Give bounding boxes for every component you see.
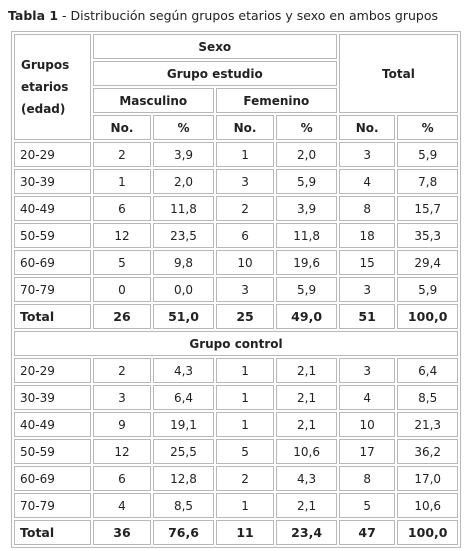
value-cell: 5,9: [276, 277, 337, 302]
value-cell: 25: [216, 304, 275, 329]
table-row: [14, 250, 458, 275]
value-cell: 1: [216, 412, 275, 437]
table-row: [14, 196, 458, 221]
value-cell: 5: [216, 439, 275, 464]
value-cell: 2,1: [276, 385, 337, 410]
value-cell: 21,3: [397, 412, 458, 437]
value-cell: 5: [93, 250, 152, 275]
row-label-cell: 70-79: [14, 277, 91, 302]
value-cell: 49,0: [276, 304, 337, 329]
row-label-cell: 30-39: [14, 385, 91, 410]
value-cell: 76,6: [153, 520, 214, 545]
value-cell: 3: [93, 385, 152, 410]
value-cell: 3: [339, 358, 396, 383]
value-cell: 10,6: [397, 493, 458, 518]
value-cell: 1: [93, 169, 152, 194]
value-cell: 11,8: [276, 223, 337, 248]
value-cell: 6,4: [397, 358, 458, 383]
table-row: [14, 493, 458, 518]
value-cell: 2: [93, 142, 152, 167]
value-cell: 5: [339, 493, 396, 518]
value-cell: 2,1: [276, 412, 337, 437]
row-label-cell: 50-59: [14, 439, 91, 464]
control-total-row: [14, 520, 458, 545]
table-row: [14, 142, 458, 167]
row-label-cell: 40-49: [14, 412, 91, 437]
value-cell: 3,9: [153, 142, 214, 167]
value-cell: 23,5: [153, 223, 214, 248]
value-cell: 2: [216, 466, 275, 491]
value-cell: 47: [339, 520, 396, 545]
value-cell: 11,8: [153, 196, 214, 221]
value-cell: 2,1: [276, 358, 337, 383]
row-label-cell: Total: [14, 520, 91, 545]
value-cell: 25,5: [153, 439, 214, 464]
value-cell: 9,8: [153, 250, 214, 275]
value-cell: 8: [339, 466, 396, 491]
table-row: [14, 412, 458, 437]
value-cell: 8,5: [153, 493, 214, 518]
value-cell: 8: [339, 196, 396, 221]
value-cell: 7,8: [397, 169, 458, 194]
value-cell: 17,0: [397, 466, 458, 491]
col-header: No.: [93, 115, 152, 140]
row-label-cell: 40-49: [14, 196, 91, 221]
value-cell: 10: [339, 412, 396, 437]
value-cell: 0: [93, 277, 152, 302]
row-label-cell: Total: [14, 304, 91, 329]
table-row: [14, 223, 458, 248]
value-cell: 4,3: [153, 358, 214, 383]
value-cell: 2: [216, 196, 275, 221]
value-cell: 100,0: [397, 520, 458, 545]
value-cell: 23,4: [276, 520, 337, 545]
value-cell: 1: [216, 385, 275, 410]
row-label-cell: 20-29: [14, 358, 91, 383]
value-cell: 19,6: [276, 250, 337, 275]
control-section-row: [14, 331, 458, 356]
value-cell: 4: [339, 385, 396, 410]
value-cell: 2,0: [153, 169, 214, 194]
total-header: Total: [339, 34, 458, 113]
value-cell: 36,2: [397, 439, 458, 464]
age-groups-line2: etarios: [21, 80, 69, 94]
value-cell: 5,9: [397, 277, 458, 302]
caption-text: - Distribución según grupos etarios y sexo en ambos grupos: [58, 8, 438, 23]
col-header: No.: [216, 115, 275, 140]
table-caption: [8, 8, 438, 24]
value-cell: 0,0: [153, 277, 214, 302]
value-cell: 15,7: [397, 196, 458, 221]
value-cell: 4: [339, 169, 396, 194]
grupo-estudio-header: Grupo estudio: [93, 61, 337, 86]
age-sex-distribution-table: [11, 31, 461, 548]
age-groups-line1: Grupos: [21, 58, 70, 72]
grupo-control-heading: Grupo control: [14, 331, 458, 356]
value-cell: 51: [339, 304, 396, 329]
value-cell: 18: [339, 223, 396, 248]
table-row: [14, 466, 458, 491]
value-cell: 100,0: [397, 304, 458, 329]
value-cell: 36: [93, 520, 152, 545]
value-cell: 6: [93, 466, 152, 491]
value-cell: 3: [339, 142, 396, 167]
value-cell: 6: [93, 196, 152, 221]
value-cell: 6,4: [153, 385, 214, 410]
row-label-cell: 20-29: [14, 142, 91, 167]
value-cell: 3: [216, 277, 275, 302]
value-cell: 35,3: [397, 223, 458, 248]
age-groups-header: [14, 34, 91, 140]
value-cell: 4,3: [276, 466, 337, 491]
value-cell: 5,9: [276, 169, 337, 194]
row-label-cell: 70-79: [14, 493, 91, 518]
value-cell: 1: [216, 358, 275, 383]
value-cell: 12,8: [153, 466, 214, 491]
value-cell: 6: [216, 223, 275, 248]
table-row: [14, 277, 458, 302]
row-label-cell: 60-69: [14, 466, 91, 491]
col-header: No.: [339, 115, 396, 140]
value-cell: 10: [216, 250, 275, 275]
table-row: [14, 439, 458, 464]
value-cell: 51,0: [153, 304, 214, 329]
table-row: [14, 385, 458, 410]
value-cell: 2,0: [276, 142, 337, 167]
value-cell: 5,9: [397, 142, 458, 167]
value-cell: 2,1: [276, 493, 337, 518]
value-cell: 1: [216, 142, 275, 167]
row-label-cell: 60-69: [14, 250, 91, 275]
value-cell: 15: [339, 250, 396, 275]
row-label-cell: 50-59: [14, 223, 91, 248]
row-label-cell: 30-39: [14, 169, 91, 194]
value-cell: 3: [339, 277, 396, 302]
femenino-header: Femenino: [216, 88, 337, 113]
value-cell: 4: [93, 493, 152, 518]
value-cell: 19,1: [153, 412, 214, 437]
sexo-header: Sexo: [93, 34, 337, 59]
age-groups-line3: (edad): [21, 102, 66, 116]
value-cell: 3: [216, 169, 275, 194]
masculino-header: Masculino: [93, 88, 214, 113]
value-cell: 29,4: [397, 250, 458, 275]
col-header: %: [397, 115, 458, 140]
value-cell: 12: [93, 439, 152, 464]
value-cell: 17: [339, 439, 396, 464]
value-cell: 3,9: [276, 196, 337, 221]
value-cell: 11: [216, 520, 275, 545]
value-cell: 26: [93, 304, 152, 329]
value-cell: 10,6: [276, 439, 337, 464]
value-cell: 2: [93, 358, 152, 383]
value-cell: 8,5: [397, 385, 458, 410]
caption-label: Tabla 1: [8, 8, 59, 23]
estudio-total-row: [14, 304, 458, 329]
value-cell: 9: [93, 412, 152, 437]
col-header: %: [153, 115, 214, 140]
col-header: %: [276, 115, 337, 140]
table-row: [14, 169, 458, 194]
table-row: [14, 358, 458, 383]
value-cell: 12: [93, 223, 152, 248]
value-cell: 1: [216, 493, 275, 518]
